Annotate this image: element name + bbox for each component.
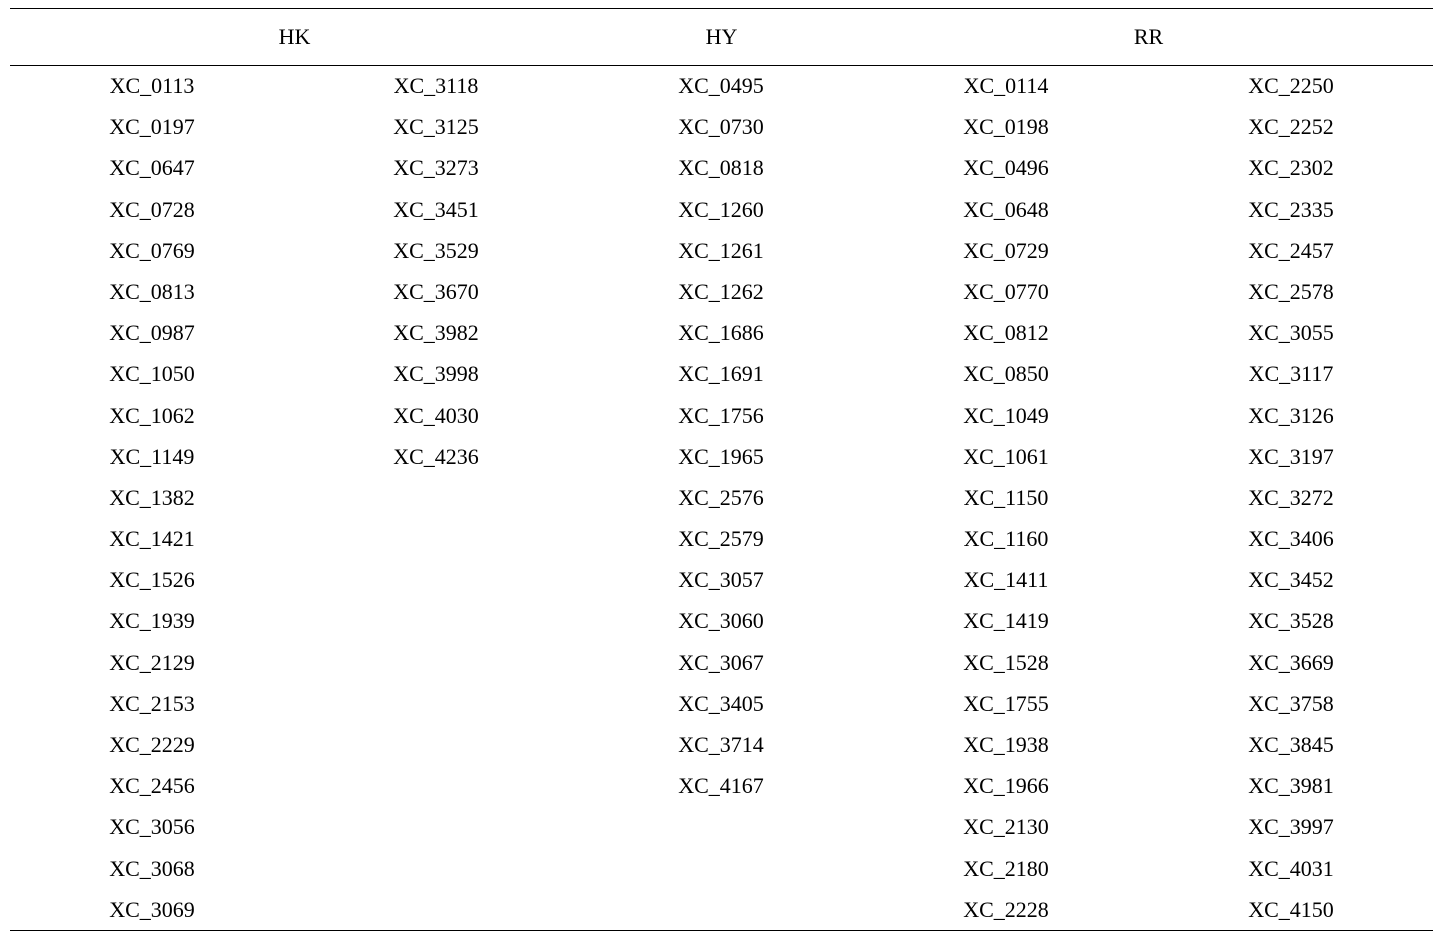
table-top-rule bbox=[10, 8, 1433, 9]
table-cell: XC_0728 bbox=[109, 196, 195, 222]
table-cell: XC_2229 bbox=[109, 732, 195, 757]
table-cell: XC_0770 bbox=[963, 278, 1049, 304]
table-cell: XC_4167 bbox=[678, 773, 764, 799]
table-cell: XC_1261 bbox=[678, 237, 764, 263]
table-cell: XC_0647 bbox=[109, 155, 195, 181]
table-cell: XC_3068 bbox=[109, 855, 195, 881]
table-cell: XC_4236 bbox=[393, 443, 479, 469]
table-cell: XC_0769 bbox=[109, 237, 195, 263]
table-cell: XC_2302 bbox=[1248, 155, 1334, 181]
table-cell: XC_3528 bbox=[1248, 608, 1334, 634]
table-column-hk-2 bbox=[294, 70, 578, 482]
table-cell: XC_2335 bbox=[1248, 196, 1334, 222]
table-column-rr-1 bbox=[864, 70, 1148, 935]
table-cell: XC_3998 bbox=[393, 361, 479, 387]
table-cell: XC_3118 bbox=[393, 73, 479, 98]
table-cell: XC_2457 bbox=[1248, 237, 1334, 263]
table-cell: XC_1419 bbox=[963, 608, 1049, 634]
group-header-hy: HY bbox=[705, 24, 738, 49]
table-cell: XC_1050 bbox=[109, 361, 195, 387]
table-cell: XC_1411 bbox=[963, 567, 1049, 593]
table-cell: XC_4030 bbox=[393, 402, 479, 428]
table-cell: XC_3405 bbox=[678, 690, 764, 716]
table-cell: XC_0812 bbox=[963, 320, 1049, 346]
table-cell: XC_1939 bbox=[109, 608, 195, 634]
table-cell: XC_0729 bbox=[963, 237, 1049, 263]
table-cell: XC_0198 bbox=[963, 114, 1049, 140]
table-cell: XC_1049 bbox=[963, 402, 1049, 428]
table-cell: XC_3714 bbox=[678, 732, 764, 757]
table-cell: XC_2252 bbox=[1248, 114, 1334, 140]
table-cell: XC_0987 bbox=[109, 320, 195, 346]
table-cell: XC_1966 bbox=[963, 773, 1049, 799]
table-cell: XC_1149 bbox=[109, 443, 195, 469]
table-cell: XC_1965 bbox=[678, 443, 764, 469]
table-cell: XC_3982 bbox=[393, 320, 479, 346]
table-cell: XC_1756 bbox=[678, 402, 764, 428]
table-cell: XC_1421 bbox=[109, 526, 195, 552]
table-bottom-rule bbox=[10, 930, 1433, 931]
table-cell: XC_3060 bbox=[678, 608, 764, 634]
table-header-rule bbox=[10, 65, 1433, 66]
table-cell: XC_2153 bbox=[109, 690, 195, 716]
table-cell: XC_2129 bbox=[109, 649, 195, 675]
table-cell: XC_3273 bbox=[393, 155, 479, 181]
table-cell: XC_3451 bbox=[393, 196, 479, 222]
table-cell: XC_3452 bbox=[1248, 567, 1334, 593]
table-cell: XC_1526 bbox=[109, 567, 195, 593]
table-cell: XC_1755 bbox=[963, 690, 1049, 716]
table-cell: XC_3057 bbox=[678, 567, 764, 593]
group-header-rr: RR bbox=[1133, 24, 1164, 49]
table-cell: XC_1260 bbox=[678, 196, 764, 222]
table-cell: XC_3406 bbox=[1248, 526, 1334, 552]
table-cell: XC_1160 bbox=[963, 526, 1049, 552]
table-cell: XC_3067 bbox=[678, 649, 764, 675]
table-cell: XC_0818 bbox=[678, 155, 764, 181]
table-cell: XC_0114 bbox=[963, 73, 1049, 98]
table-column-hk-1 bbox=[10, 70, 294, 935]
table-cell: XC_4031 bbox=[1248, 855, 1334, 881]
group-header-hk: HK bbox=[278, 24, 311, 49]
table-cell: XC_1150 bbox=[963, 484, 1049, 510]
table-cell: XC_0197 bbox=[109, 114, 195, 140]
table-cell: XC_0113 bbox=[109, 73, 195, 98]
table-cell: XC_3055 bbox=[1248, 320, 1334, 346]
table-cell: XC_1262 bbox=[678, 278, 764, 304]
table-cell: XC_1691 bbox=[678, 361, 764, 387]
table-cell: XC_1938 bbox=[963, 732, 1049, 757]
table-cell: XC_3670 bbox=[393, 278, 479, 304]
table-cell: XC_3529 bbox=[393, 237, 479, 263]
table-cell: XC_3669 bbox=[1248, 649, 1334, 675]
table-cell: XC_2130 bbox=[963, 814, 1049, 840]
table-cell: XC_1062 bbox=[109, 402, 195, 428]
table-cell: XC_0730 bbox=[678, 114, 764, 140]
table-cell: XC_3981 bbox=[1248, 773, 1334, 799]
table-cell: XC_4150 bbox=[1248, 896, 1334, 922]
table-cell: XC_3845 bbox=[1248, 732, 1334, 757]
table-cell: XC_3069 bbox=[109, 896, 195, 922]
table-cell: XC_2456 bbox=[109, 773, 195, 799]
table-cell: XC_1061 bbox=[963, 443, 1049, 469]
table-cell: XC_0648 bbox=[963, 196, 1049, 222]
table-cell: XC_2579 bbox=[678, 526, 764, 552]
table-cell: XC_3117 bbox=[1248, 361, 1334, 387]
table-cell: XC_3126 bbox=[1248, 402, 1334, 428]
table-cell: XC_0813 bbox=[109, 278, 195, 304]
table-cell: XC_0850 bbox=[963, 361, 1049, 387]
table-cell: XC_1686 bbox=[678, 320, 764, 346]
table-cell: XC_2228 bbox=[963, 896, 1049, 922]
table-cell: XC_3197 bbox=[1248, 443, 1334, 469]
table-cell: XC_0495 bbox=[678, 73, 764, 98]
table-cell: XC_1382 bbox=[109, 484, 195, 510]
table-cell: XC_2250 bbox=[1248, 73, 1334, 98]
table-cell: XC_3997 bbox=[1248, 814, 1334, 840]
table-column-rr-2 bbox=[1149, 70, 1433, 935]
table-cell: XC_3056 bbox=[109, 814, 195, 840]
table-column-hy bbox=[579, 70, 863, 811]
table-cell: XC_0496 bbox=[963, 155, 1049, 181]
table-cell: XC_3272 bbox=[1248, 484, 1334, 510]
table-cell: XC_1528 bbox=[963, 649, 1049, 675]
table-cell: XC_3758 bbox=[1248, 690, 1334, 716]
table-cell: XC_3125 bbox=[393, 114, 479, 140]
table-cell: XC_2576 bbox=[678, 484, 764, 510]
table-cell: XC_2180 bbox=[963, 855, 1049, 881]
table-cell: XC_2578 bbox=[1248, 278, 1334, 304]
